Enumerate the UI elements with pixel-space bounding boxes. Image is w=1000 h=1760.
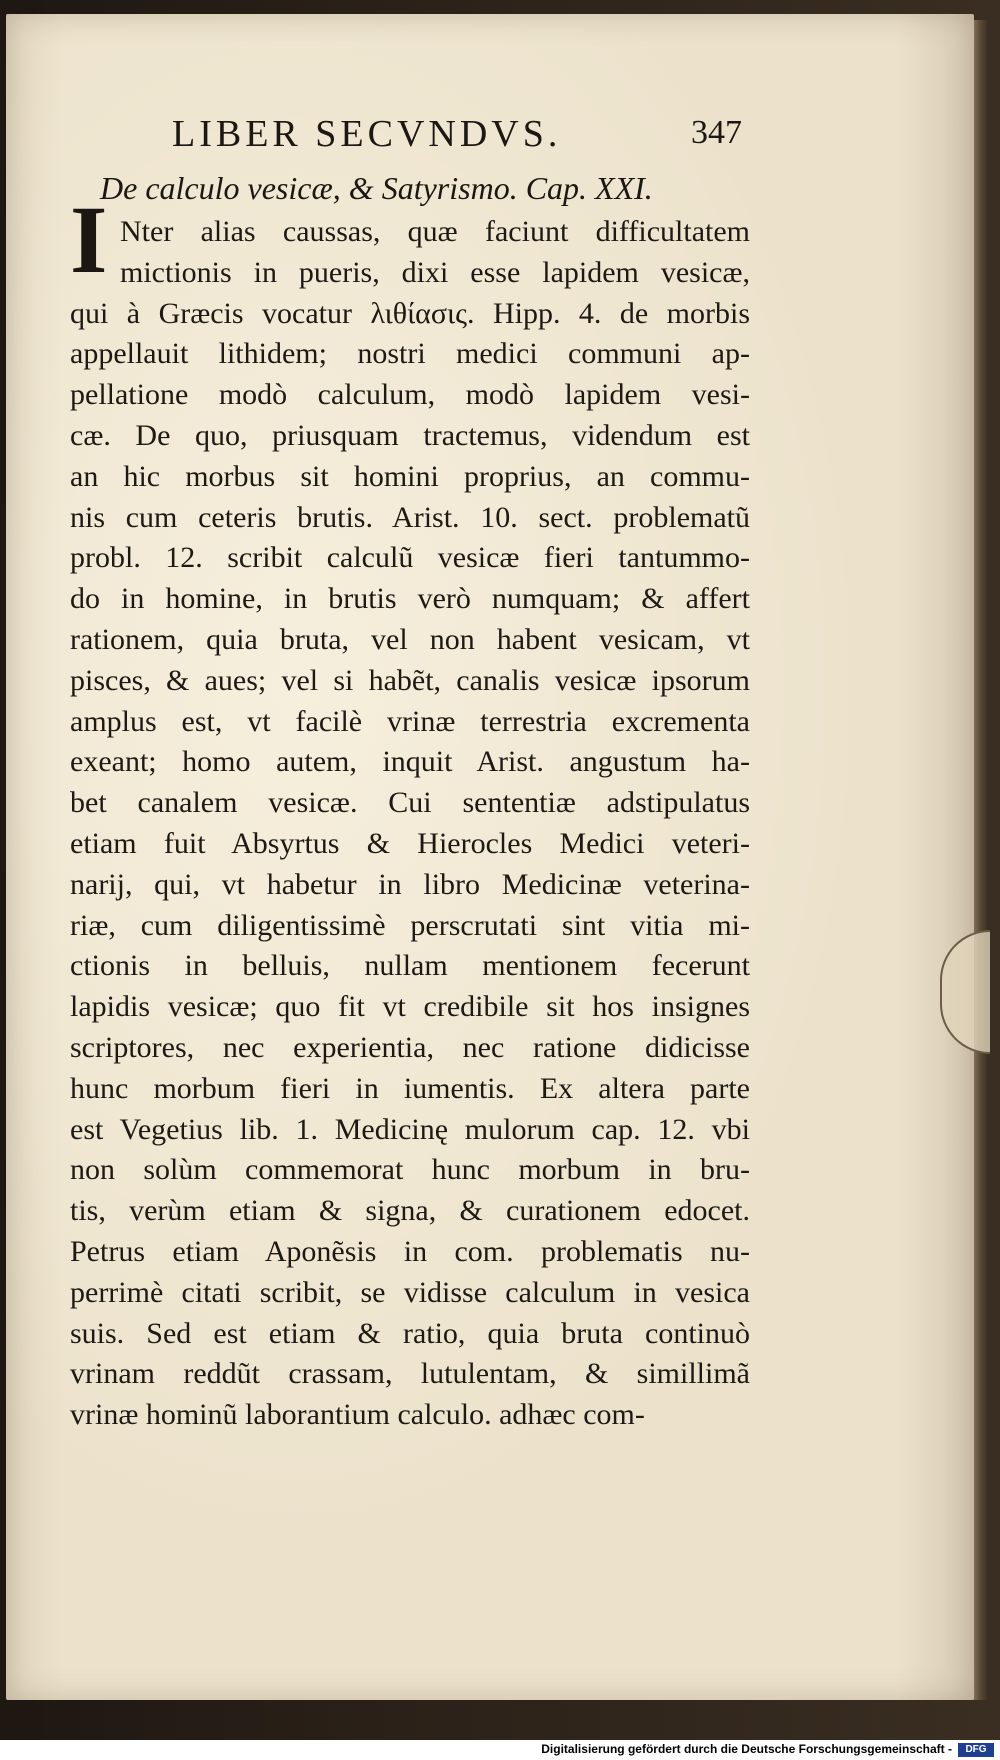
text-line: Nter alias caussas, quæ faciunt difficultatem <box>120 215 750 248</box>
text-line: probl. 12. scribit calculũ vesicæ fieri tantummo- <box>70 541 750 575</box>
dfg-logo-icon: DFG <box>958 1743 994 1757</box>
text-line: cæ. De quo, priusquam tractemus, videndum est <box>70 418 750 452</box>
text-line: perrimè citati scribit, se vidisse calculum in vesica <box>70 1275 750 1309</box>
text-line: hunc morbum fieri in iumentis. Ex altera parte <box>70 1071 750 1105</box>
text-line: suis. Sed est etiam & ratio, quia bruta continuò <box>70 1316 750 1350</box>
body-text <box>70 212 750 1436</box>
text-line: riæ, cum diligentissimè perscrutati sint vitia mi- <box>70 908 750 942</box>
text-line: nis cum ceteris brutis. Arist. 10. sect. problematũ <box>70 500 750 534</box>
text-line: qui à Græcis vocatur λιθίασις. Hipp. 4. de morbis <box>70 296 750 330</box>
text-line: vrinæ hominũ laborantium calculo. adhæc com- <box>70 1398 645 1432</box>
text-line: tis, verùm etiam & signa, & curationem edocet. <box>70 1194 750 1228</box>
text-line: non solùm commemorat hunc morbum in bru- <box>70 1153 750 1187</box>
text-line: vrinam reddũt crassam, lutulentam, & simillimã <box>70 1357 750 1391</box>
text-line: amplus est, vt facilè vrinæ terrestria excrementa <box>70 704 750 738</box>
text-line: do in homine, in brutis verò numquam; & affert <box>70 582 750 616</box>
digitization-credit: Digitalisierung gefördert durch die Deutsche Forschungsgemeinschaft - <box>541 1742 952 1756</box>
text-line: pellatione modò calculum, modò lapidem vesi- <box>70 378 750 412</box>
text-line: bet canalem vesicæ. Cui sententiæ adstipulatus <box>70 786 750 820</box>
page-edge <box>972 20 988 1700</box>
text-line: lapidis vesicæ; quo fit vt credibile sit hos insignes <box>70 990 750 1024</box>
text-line: mictionis in pueris, dixi esse lapidem vesicæ, <box>120 255 750 289</box>
text-line: exeant; homo autem, inquit Arist. angustum ha- <box>70 745 750 779</box>
text-line: narij, qui, vt habetur in libro Medicinæ veterina- <box>70 867 750 901</box>
text-line: ctionis in belluis, nullam mentionem fecerunt <box>70 949 750 983</box>
text-line: est Vegetius lib. 1. Medicinę mulorum cap. 12. vbi <box>70 1112 750 1146</box>
text-line: etiam fuit Absyrtus & Hierocles Medici veteri- <box>70 826 750 860</box>
drop-initial: I <box>70 186 108 293</box>
text-line: pisces, & aues; vel si habẽt, canalis vesicæ ipsorum <box>70 663 750 697</box>
text-line: an hic morbus sit homini proprius, an commu- <box>70 459 750 493</box>
running-title: LIBER SECVNDVS. <box>172 113 562 155</box>
text-line: appellauit lithidem; nostri medici communi ap- <box>70 337 750 371</box>
page-number: 347 <box>691 114 742 151</box>
text-line: scriptores, nec experientia, nec ratione didicisse <box>70 1030 750 1064</box>
chapter-heading: De calculo vesicæ, & Satyrismo. Cap. XXI. <box>100 170 653 206</box>
text-line: rationem, quia bruta, vel non habent vesicam, vt <box>70 622 750 656</box>
text-line: Petrus etiam Aponẽsis in com. problematis nu- <box>70 1234 750 1268</box>
running-head <box>172 112 742 156</box>
